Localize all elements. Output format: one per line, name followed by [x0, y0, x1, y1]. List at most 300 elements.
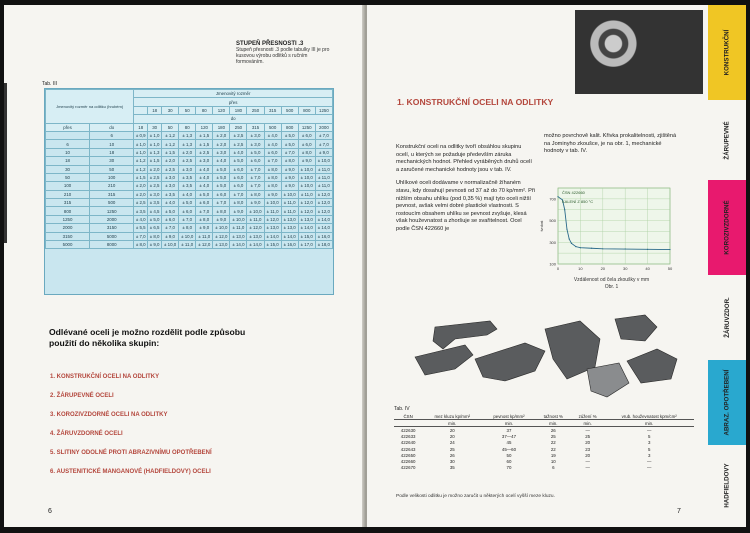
- table-cell: 422650: [400, 452, 416, 458]
- over-value-cell: [134, 106, 148, 114]
- table-row: [46, 140, 333, 148]
- group-item: 5. SLITINY ODOLNÉ PROTI ABRAZIVNÍMU OPOTŘEBENÍ: [50, 450, 212, 456]
- tolerance-value-cell: ± 13,0: [247, 232, 264, 240]
- tolerance-value-cell: ± 2,0: [213, 131, 230, 139]
- table-row: [46, 215, 333, 223]
- subheader-row: [394, 420, 694, 427]
- table-cell: 37: [506, 427, 512, 433]
- tolerance-value-cell: ± 10,0: [281, 190, 298, 198]
- tolerance-value-cell: ± 3,5: [179, 173, 196, 181]
- tolerance-value-cell: ± 12,0: [264, 215, 281, 223]
- tolerance-value-cell: ± 4,0: [213, 157, 230, 165]
- tolerance-value-cell: ± 15,0: [264, 241, 281, 249]
- to-value-cell: 120: [196, 123, 213, 131]
- page-number-right: 7: [677, 508, 681, 515]
- tolerance-value-cell: ± 9,0: [196, 224, 213, 232]
- tolerance-value-cell: ± 3,5: [148, 199, 162, 207]
- x-tick-label: 20: [600, 266, 606, 271]
- data-point: [557, 196, 558, 197]
- tolerance-value-cell: ± 3,0: [247, 131, 264, 139]
- chart-caption-figure: Obr. 1: [604, 284, 619, 290]
- table-row: [46, 241, 333, 249]
- tolerance-value-cell: ± 2,0: [148, 165, 162, 173]
- tolerance-value-cell: ± 5,0: [230, 157, 247, 165]
- row-to-cell: 50: [90, 165, 134, 173]
- over-value-cell: 800: [298, 106, 315, 114]
- chart-label-steel: ČSN 422660: [562, 190, 585, 195]
- table-cell: 422670: [400, 465, 416, 471]
- tolerance-value-cell: ± 9,0: [281, 182, 298, 190]
- tolerance-value-cell: ± 6,0: [213, 190, 230, 198]
- tolerance-value-cell: ± 3,5: [179, 182, 196, 190]
- tolerance-value-cell: ± 16,0: [315, 232, 332, 240]
- side-tab-label: ŽÁRUVZDOR.: [723, 297, 731, 338]
- row-over-cell: 800: [46, 207, 90, 215]
- tolerance-value-cell: ± 2,5: [196, 148, 213, 156]
- tolerance-value-cell: ± 11,0: [315, 182, 332, 190]
- tolerance-value-cell: ± 12,0: [247, 224, 264, 232]
- x-tick-label: 0: [556, 266, 560, 271]
- text-column-1: [396, 144, 536, 234]
- x-tick-label: 30: [622, 266, 628, 271]
- tolerance-value-cell: ± 3,0: [213, 148, 230, 156]
- table-cell: ČSN: [394, 413, 422, 420]
- tolerance-value-cell: ± 14,0: [281, 232, 298, 240]
- tolerance-value-cell: ± 11,0: [281, 207, 298, 215]
- table-cell: 422643: [400, 446, 416, 452]
- table-cell: 20: [449, 434, 455, 440]
- side-tab-label: KOROZIVZDORNÉ: [723, 200, 731, 255]
- tolerance-value-cell: ± 11,0: [230, 224, 247, 232]
- tolerance-value-cell: ± 4,0: [134, 215, 148, 223]
- casting-part: [415, 345, 473, 375]
- data-point: [580, 247, 581, 248]
- side-tab[interactable]: [708, 445, 746, 525]
- row-to-cell: 2000: [90, 215, 134, 223]
- row-over-label: přes: [46, 123, 90, 131]
- x-tick-label: 50: [667, 266, 673, 271]
- data-point: [564, 209, 565, 210]
- tolerance-value-cell: ± 11,0: [315, 173, 332, 181]
- castings-photo: [395, 309, 695, 405]
- side-tab[interactable]: [708, 360, 746, 445]
- tolerance-value-cell: ± 8,0: [196, 215, 213, 223]
- x-tick-label: 40: [645, 266, 650, 271]
- tolerance-value-cell: ± 10,0: [179, 232, 196, 240]
- table-cell: —: [585, 427, 590, 433]
- tolerance-value-cell: ± 18,0: [315, 241, 332, 249]
- tolerance-value-cell: ± 11,0: [298, 190, 315, 198]
- side-tab-label: HADFIELDOVY: [723, 462, 731, 508]
- tolerance-value-cell: ± 7,0: [247, 182, 264, 190]
- tolerance-value-cell: ± 5,5: [134, 224, 148, 232]
- table-cell: 6: [552, 465, 555, 471]
- tolerance-value-cell: ± 12,0: [315, 190, 332, 198]
- tolerance-value-cell: ± 17,0: [298, 241, 315, 249]
- tolerance-value-cell: ± 7,0: [213, 199, 230, 207]
- tolerance-value-cell: ± 5,0: [213, 173, 230, 181]
- tolerance-value-cell: ± 4,0: [264, 140, 281, 148]
- tolerance-value-cell: ± 5,0: [179, 199, 196, 207]
- to-value-cell: 250: [230, 123, 247, 131]
- tolerance-value-cell: ± 14,0: [298, 224, 315, 232]
- tolerance-value-cell: ± 7,0: [230, 190, 247, 198]
- table-cell: pevnost kp/mm²: [482, 413, 535, 420]
- row-to-cell: 18: [90, 148, 134, 156]
- tolerance-value-cell: ± 12,0: [298, 207, 315, 215]
- table-row: [46, 199, 333, 207]
- data-point: [647, 249, 648, 250]
- tolerance-value-cell: ± 10,0: [247, 207, 264, 215]
- tolerance-value-cell: ± 16,0: [281, 241, 298, 249]
- table-cell: 50: [506, 452, 512, 458]
- table-cell: 25: [585, 434, 591, 440]
- tolerance-value-cell: ± 11,0: [281, 199, 298, 207]
- row-to-cell: 6: [90, 131, 134, 139]
- page-edge-strip: [4, 83, 7, 243]
- over-value-cell: 80: [196, 106, 213, 114]
- table-cell: 23: [585, 446, 591, 452]
- page-number-left: 6: [48, 508, 52, 515]
- table-cell: min.: [422, 420, 482, 427]
- tolerance-value-cell: ± 8,0: [230, 199, 247, 207]
- tolerance-value-cell: ± 7,0: [247, 165, 264, 173]
- tolerance-value-cell: ± 3,0: [247, 140, 264, 148]
- groups-list: [50, 373, 270, 487]
- side-tab[interactable]: [708, 180, 746, 275]
- tolerance-value-cell: ± 6,0: [247, 157, 264, 165]
- tolerance-value-cell: ± 14,0: [264, 232, 281, 240]
- tolerance-value-cell: ± 9,0: [230, 207, 247, 215]
- group-item: 1. KONSTRUKČNÍ OCELI NA ODLITKY: [50, 374, 160, 380]
- row-over-cell: 30: [46, 165, 90, 173]
- tolerance-value-cell: ± 2,0: [213, 140, 230, 148]
- to-value-cell: 18: [134, 123, 148, 131]
- col-header-cell: Jmenovitý rozměr: [134, 90, 333, 98]
- tolerance-value-cell: ± 8,0: [148, 232, 162, 240]
- table-cell: 45: [506, 440, 512, 446]
- tolerance-value-cell: ± 6,0: [179, 207, 196, 215]
- row-to-cell: 1250: [90, 207, 134, 215]
- row-over-cell: 18: [46, 157, 90, 165]
- row-over-cell: 5000: [46, 241, 90, 249]
- tolerance-value-cell: ± 6,0: [162, 215, 179, 223]
- table-cell: min.: [536, 420, 571, 427]
- tolerance-value-cell: ± 7,0: [134, 232, 148, 240]
- tolerance-value-cell: ± 14,0: [315, 215, 332, 223]
- table-cell: 5: [647, 446, 651, 452]
- tolerance-value-cell: ± 2,5: [230, 131, 247, 139]
- casting-part: [615, 315, 657, 341]
- left-page: [4, 5, 365, 527]
- table-cell: min.: [604, 420, 694, 427]
- to-value-cell: 500: [264, 123, 281, 131]
- table-cell: 10: [550, 458, 556, 464]
- row-over-cell: [46, 131, 90, 139]
- tolerance-value-cell: ± 7,0: [179, 215, 196, 223]
- table-cell: 30: [449, 458, 455, 464]
- tolerance-value-cell: ± 1,0: [134, 148, 148, 156]
- group-item: 4. ŽÁRUVZDORNÉ OCELI: [50, 431, 123, 437]
- table-row: [46, 157, 333, 165]
- tolerance-value-cell: ± 8,0: [213, 207, 230, 215]
- tolerance-value-cell: ± 4,0: [196, 173, 213, 181]
- row-over-cell: 315: [46, 199, 90, 207]
- tolerance-value-cell: ± 1,0: [148, 140, 162, 148]
- over-value-cell: 315: [264, 106, 281, 114]
- tolerance-value-cell: ± 5,0: [162, 207, 179, 215]
- table-header-row: [46, 90, 333, 98]
- properties-table-grid: [394, 413, 694, 471]
- paragraph-1: Konstrukční oceli na odlitky tvoří obsáhlou skupinu ocelí, u kterých se požaduje především záruka mechanických hodnot. Přehled vyráběných druhů ocelí a zaručené mechanické hodnoty jsou v tab. IV.: [396, 144, 532, 173]
- tolerance-value-cell: ± 8,0: [264, 182, 281, 190]
- table-cell: 37—47: [501, 434, 517, 440]
- tolerance-value-cell: ± 12,0: [315, 199, 332, 207]
- table-row: [46, 148, 333, 156]
- tolerance-value-cell: ± 11,0: [247, 215, 264, 223]
- table-header-row: [46, 123, 333, 131]
- row-to-cell: 5000: [90, 232, 134, 240]
- table-cell: tažnost %: [536, 413, 571, 420]
- paragraph-3: možno povrchově kalit. Křivka prokalitelnosti, zjištěná na Jominyho zkoušce, je na obr. 1, mechanické hodnoty v tab. IV.: [544, 133, 677, 155]
- table-cell: 422630: [400, 427, 416, 433]
- grade-note: [236, 41, 336, 65]
- tolerance-value-cell: ± 6,0: [264, 148, 281, 156]
- tolerance-value-cell: ± 13,0: [281, 215, 298, 223]
- tolerance-value-cell: ± 7,0: [264, 157, 281, 165]
- tolerance-value-cell: ± 4,0: [179, 190, 196, 198]
- tolerance-value-cell: ± 1,0: [148, 131, 162, 139]
- tolerance-value-cell: ± 7,0: [315, 131, 332, 139]
- table-cell: 22: [550, 446, 556, 452]
- tolerance-value-cell: ± 5,0: [247, 148, 264, 156]
- tolerance-value-cell: ± 15,0: [298, 232, 315, 240]
- side-tab-label: ŽÁRUPEVNÉ: [723, 120, 731, 160]
- table-cell: —: [646, 465, 652, 471]
- table-cell: mez kluzu kp/mm²: [422, 413, 482, 420]
- properties-table: [394, 413, 694, 471]
- tolerance-value-cell: ± 7,0: [247, 173, 264, 181]
- grade-note-text: Stupeň přesnosti .3 podle tabulky III je pro kusovou výrobu odlitků s ručním formováním.: [236, 47, 330, 65]
- tolerance-value-cell: ± 10,0: [162, 241, 179, 249]
- tolerance-value-cell: ± 3,0: [179, 165, 196, 173]
- tolerance-value-cell: ± 6,0: [196, 199, 213, 207]
- row-header-cell: Jmenovitý rozměr na odlitku (hrubém): [46, 90, 134, 124]
- over-value-cell: 30: [162, 106, 179, 114]
- casting-part: [627, 349, 677, 383]
- table-cell: 19: [550, 452, 556, 458]
- to-value-cell: 180: [213, 123, 230, 131]
- casting-part: [587, 363, 629, 397]
- data-point: [575, 246, 576, 247]
- tolerance-value-cell: ± 10,0: [213, 224, 230, 232]
- casting-part: [475, 343, 545, 381]
- tolerance-value-cell: ± 5,0: [213, 182, 230, 190]
- row-to-cell: 8000: [90, 241, 134, 249]
- tolerance-value-cell: ± 10,0: [315, 157, 332, 165]
- tolerance-value-cell: ± 3,0: [162, 182, 179, 190]
- y-tick-label: 700: [549, 196, 556, 202]
- table-cell: —: [646, 458, 652, 464]
- table-cell: 422633: [400, 434, 416, 440]
- data-point: [571, 243, 572, 244]
- to-value-cell: 315: [247, 123, 264, 131]
- tolerance-value-cell: ± 2,5: [162, 165, 179, 173]
- tolerance-value-cell: ± 12,0: [298, 199, 315, 207]
- tolerance-value-cell: ± 1,5: [134, 173, 148, 181]
- tolerance-value-cell: ± 4,0: [196, 165, 213, 173]
- tolerance-value-cell: ± 7,0: [162, 224, 179, 232]
- tolerance-value-cell: ± 2,0: [162, 157, 179, 165]
- metal-structure-photo: [575, 10, 703, 94]
- tolerance-value-cell: ± 9,0: [162, 232, 179, 240]
- y-axis-label: tvrdost: [540, 220, 544, 232]
- over-value-cell: 500: [281, 106, 298, 114]
- tolerance-value-cell: ± 7,0: [196, 207, 213, 215]
- tolerance-value-cell: ± 9,0: [315, 148, 332, 156]
- row-to-cell: 315: [90, 190, 134, 198]
- chart-label-quench: KALENÍ Z 850 °C: [562, 199, 594, 204]
- over-value-cell: 50: [179, 106, 196, 114]
- tolerance-value-cell: ± 9,0: [298, 157, 315, 165]
- over-label-cell: přes: [134, 98, 333, 106]
- table-cell: 25: [449, 446, 455, 452]
- x-tick-label: 10: [578, 266, 583, 271]
- data-point: [602, 248, 603, 249]
- over-value-cell: 1250: [315, 106, 332, 114]
- table-cell: 20: [585, 440, 591, 446]
- row-to-cell: 30: [90, 157, 134, 165]
- table-cell: 60: [506, 458, 512, 464]
- table-row: [394, 427, 694, 434]
- tolerance-value-cell: ± 1,3: [179, 140, 196, 148]
- over-value-cell: 250: [247, 106, 264, 114]
- row-to-label: do: [90, 123, 134, 131]
- tolerance-value-cell: ± 5,0: [213, 165, 230, 173]
- tolerance-value-cell: ± 1,5: [162, 148, 179, 156]
- y-tick-label: 300: [549, 239, 556, 245]
- tolerance-value-cell: ± 6,5: [148, 224, 162, 232]
- table-cell: 45—60: [501, 446, 517, 452]
- table-cell: 24: [449, 440, 455, 446]
- tolerance-value-cell: ± 14,0: [247, 241, 264, 249]
- tolerance-table-grid: [45, 89, 333, 249]
- side-tab[interactable]: [708, 275, 746, 360]
- row-over-cell: 1250: [46, 215, 90, 223]
- tolerance-value-cell: ± 13,0: [213, 241, 230, 249]
- tolerance-value-cell: ± 2,5: [179, 157, 196, 165]
- tolerance-value-cell: ± 13,0: [298, 215, 315, 223]
- tolerance-value-cell: ± 9,0: [148, 241, 162, 249]
- tolerance-value-cell: ± 11,0: [264, 207, 281, 215]
- row-to-cell: 100: [90, 173, 134, 181]
- tolerance-table: [44, 88, 334, 295]
- table-cell: 25: [550, 434, 556, 440]
- table-cell: min.: [482, 420, 535, 427]
- data-point: [569, 238, 570, 239]
- to-value-cell: 30: [148, 123, 162, 131]
- paragraph-2: Uhlíkové oceli dodávame v normalizačně žíhaném stavu, kdy dosahují pevnosti od 37 až do 70 kp/mm². Při nižším obsahu uhlíku (pod 0,35 %) mají tyto oceli nižší pevnost, avšak velmi dobré plastické vlastnosti. S rostoucím obsahem uhlíku se pevnost zvyšuje, klesá však houževnatost a zhoršuje se svařitelnost. Ocel podle ČSN 422660 je: [396, 180, 535, 232]
- over-value-cell: 18: [148, 106, 162, 114]
- data-point: [591, 248, 592, 249]
- tolerance-value-cell: ± 11,0: [196, 232, 213, 240]
- tolerance-value-cell: ± 6,0: [230, 165, 247, 173]
- tolerance-value-cell: ± 1,2: [162, 140, 179, 148]
- group-item: 3. KOROZIVZDORNÉ OCELI NA ODLITKY: [50, 412, 168, 418]
- over-value-cell: 120: [213, 106, 230, 114]
- tolerance-value-cell: ± 1,2: [162, 131, 179, 139]
- tolerance-value-cell: ± 10,0: [298, 173, 315, 181]
- tolerance-value-cell: ± 3,5: [134, 207, 148, 215]
- tolerance-value-cell: ± 1,0: [134, 140, 148, 148]
- tolerance-value-cell: ± 1,3: [179, 131, 196, 139]
- tolerance-value-cell: ± 11,0: [179, 241, 196, 249]
- to-label-cell: do: [134, 115, 333, 123]
- table-cell: —: [585, 465, 590, 471]
- tolerance-value-cell: ± 5,0: [281, 131, 298, 139]
- table-cell: 3: [647, 440, 651, 446]
- side-tab[interactable]: [708, 100, 746, 180]
- tolerance-value-cell: ± 5,0: [148, 215, 162, 223]
- table-row: [46, 182, 333, 190]
- tolerance-value-cell: ± 1,5: [196, 131, 213, 139]
- row-to-cell: 3150: [90, 224, 134, 232]
- tolerance-value-cell: ± 9,0: [213, 215, 230, 223]
- over-value-cell: 180: [230, 106, 247, 114]
- tolerance-value-cell: ± 2,0: [134, 190, 148, 198]
- to-value-cell: 2000: [315, 123, 332, 131]
- row-over-cell: 50: [46, 173, 90, 181]
- to-value-cell: 800: [281, 123, 298, 131]
- row-to-cell: 210: [90, 182, 134, 190]
- table-cell: 22: [550, 440, 556, 446]
- table-cell: —: [646, 427, 652, 433]
- tolerance-value-cell: ± 4,0: [264, 131, 281, 139]
- tolerance-value-cell: ± 8,0: [298, 148, 315, 156]
- side-tab[interactable]: [708, 5, 746, 100]
- table-row: [46, 165, 333, 173]
- tolerance-value-cell: ± 4,0: [162, 199, 179, 207]
- table-footnote: Podle velikosti odlitku je možno zaručit u některých ocelí vyšší meze kluzu.: [396, 494, 555, 499]
- data-point: [669, 249, 670, 250]
- tolerance-value-cell: ± 6,0: [230, 182, 247, 190]
- row-over-cell: 210: [46, 190, 90, 198]
- tolerance-value-cell: ± 10,0: [264, 199, 281, 207]
- table-row: [46, 131, 333, 139]
- tolerance-value-cell: ± 12,0: [315, 207, 332, 215]
- tolerance-value-cell: ± 9,0: [281, 165, 298, 173]
- tolerance-value-cell: ± 5,0: [281, 140, 298, 148]
- tolerance-value-cell: ± 2,5: [134, 199, 148, 207]
- table-cell: 20: [585, 452, 591, 458]
- intro-text: Odlévané oceli je možno rozdělit podle způsobu použití do několika skupin:: [49, 327, 246, 348]
- tolerance-value-cell: ± 7,0: [281, 148, 298, 156]
- table-cell: 26: [550, 427, 556, 433]
- row-over-cell: 3150: [46, 232, 90, 240]
- table-cell: 422660: [400, 458, 416, 464]
- tolerance-value-cell: ± 2,5: [230, 140, 247, 148]
- table-row: [46, 173, 333, 181]
- tolerance-value-cell: ± 2,0: [134, 182, 148, 190]
- tolerance-value-cell: ± 4,5: [148, 207, 162, 215]
- table-cell: vrub. houževnatost kpm/cm²: [604, 413, 694, 420]
- tolerance-value-cell: ± 13,0: [264, 224, 281, 232]
- tolerance-value-cell: ± 9,0: [264, 190, 281, 198]
- chart-caption-axis: Vzdálenost od čela zkoušky v mm: [573, 277, 650, 283]
- tolerance-value-cell: ± 3,0: [196, 157, 213, 165]
- tolerance-value-cell: ± 14,0: [230, 241, 247, 249]
- tolerance-value-cell: ± 8,0: [179, 224, 196, 232]
